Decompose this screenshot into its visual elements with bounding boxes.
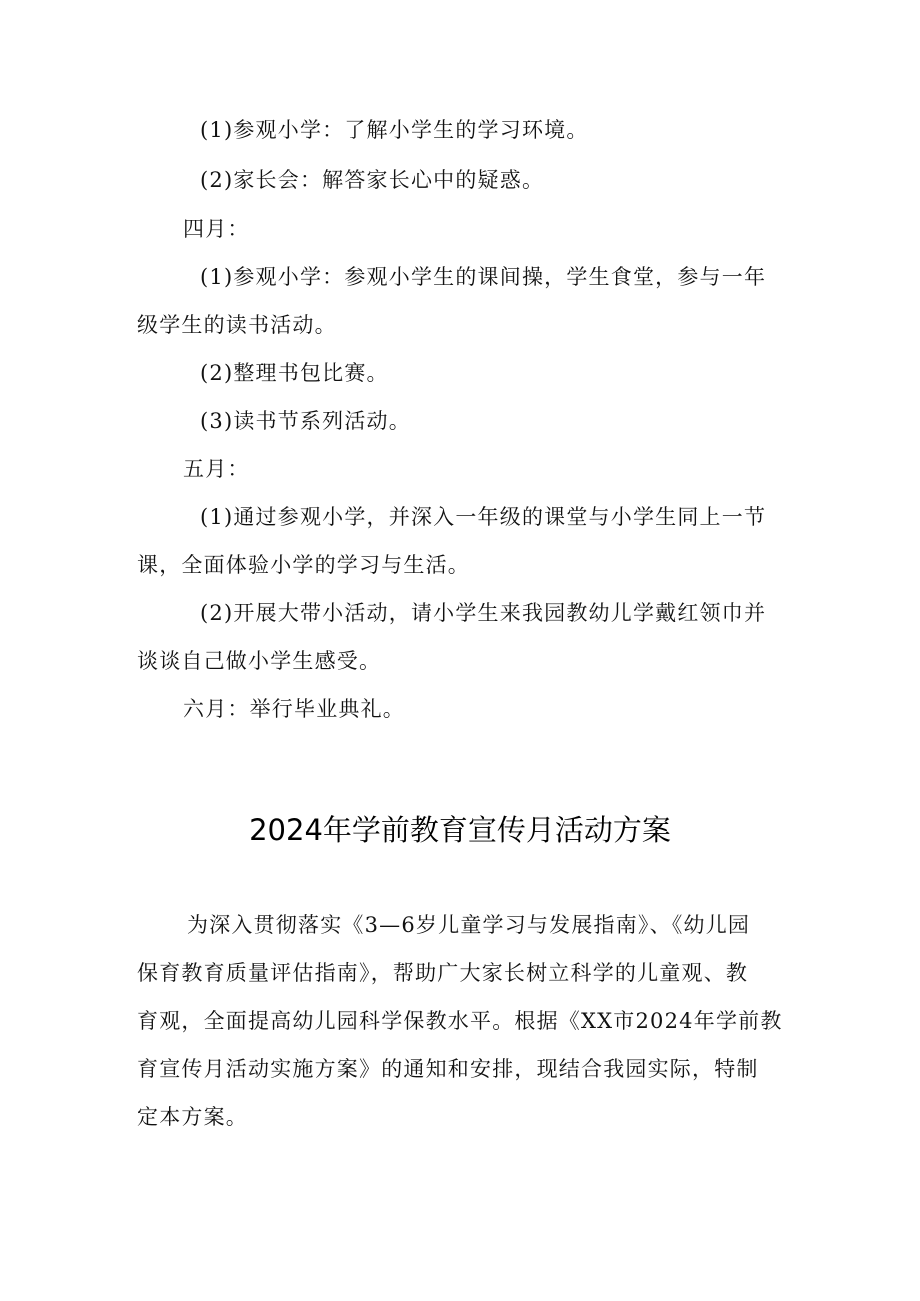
line: (1)参观小学：参观小学生的课间操，学生食堂，参与一年 — [200, 265, 767, 289]
line: (1)通过参观小学，并深入一年级的课堂与小学生同上一节 — [200, 505, 767, 529]
intro-line: 为深入贯彻落实《3—6岁儿童学习与发展指南》、《幼儿园 — [187, 913, 751, 937]
line: 五月： — [183, 457, 250, 481]
line: (2)家长会：解答家长心中的疑惑。 — [200, 168, 545, 192]
line: (3)读书节系列活动。 — [200, 409, 411, 433]
line: 四月： — [183, 217, 250, 241]
line: 六月：举行毕业典礼。 — [183, 697, 405, 721]
intro-line: 定本方案。 — [137, 1105, 248, 1129]
line: (2)开展大带小活动，请小学生来我园教幼儿学戴红领巾并 — [200, 601, 767, 625]
intro-line: 保育教育质量评估指南》，帮助广大家长树立科学的儿童观、教 — [137, 961, 749, 985]
line: (2)整理书包比赛。 — [200, 361, 389, 385]
line: 级学生的读书活动。 — [137, 313, 337, 337]
line: (1)参观小学：了解小学生的学习环境。 — [200, 118, 589, 142]
intro-line: 育观，全面提高幼儿园科学保教水平。根据《XX市2024年学前教 — [137, 1009, 783, 1033]
line: 课，全面体验小学的学习与生活。 — [137, 553, 470, 577]
intro-line: 育宣传月活动实施方案》的通知和安排，现结合我园实际，特制 — [137, 1057, 759, 1081]
line: 谈谈自己做小学生感受。 — [137, 649, 382, 673]
document-title: 2024年学前教育宣传月活动方案 — [249, 813, 671, 847]
